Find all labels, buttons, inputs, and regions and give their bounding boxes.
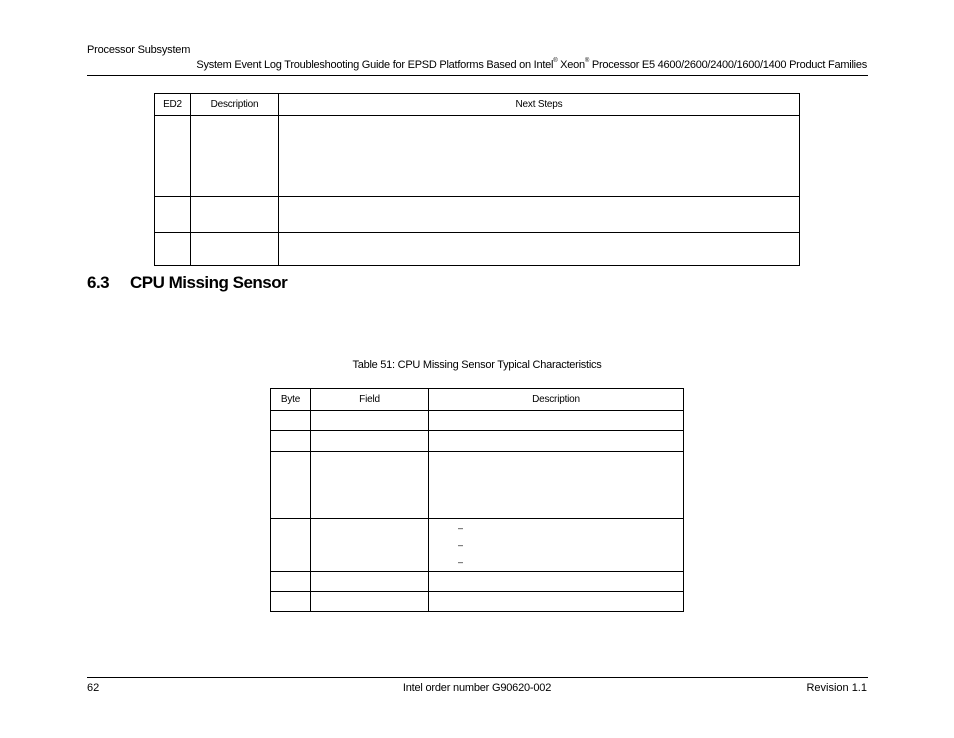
column-header-description: Description — [191, 94, 279, 116]
table-cell — [311, 572, 429, 592]
table-row — [271, 592, 684, 612]
table-cell — [429, 592, 684, 612]
column-header-ed2: ED2 — [155, 94, 191, 116]
table-cell — [155, 233, 191, 266]
table-cell — [429, 452, 684, 519]
table-header-row — [155, 94, 800, 116]
table-cell — [279, 233, 800, 266]
table-cell — [191, 233, 279, 266]
table-cell — [311, 411, 429, 431]
table-row — [155, 233, 800, 266]
table-row — [271, 411, 684, 431]
list-dash: – — [458, 556, 463, 567]
column-header-description: Description — [429, 389, 684, 411]
table-cell — [279, 197, 800, 233]
table-cell — [279, 116, 800, 197]
column-header-field: Field — [311, 389, 429, 411]
table-cell — [271, 411, 311, 431]
section-title: CPU Missing Sensor — [130, 273, 288, 292]
table-cell — [311, 592, 429, 612]
table-row — [271, 519, 684, 572]
revision-label: Revision 1.1 — [806, 682, 867, 694]
table-cell — [311, 452, 429, 519]
cpu-missing-sensor-table — [270, 388, 684, 612]
table-cell — [429, 519, 684, 572]
list-dash: – — [458, 522, 463, 533]
registered-mark: ® — [584, 58, 590, 64]
table-caption: Table 51: CPU Missing Sensor Typical Characteristics — [352, 359, 602, 371]
table-header-row — [271, 389, 684, 411]
section-heading — [87, 273, 287, 293]
table-cell — [311, 431, 429, 452]
page-number: 62 — [87, 682, 100, 694]
table-row — [271, 452, 684, 519]
table-cell — [271, 592, 311, 612]
doc-title-part3: Processor E5 4600/2600/2400/1600/1400 Product Families — [589, 59, 867, 71]
table-cell — [271, 519, 311, 572]
table-cell — [429, 411, 684, 431]
table-cell — [155, 116, 191, 197]
order-number: Intel order number G90620-002 — [402, 682, 552, 694]
footer-divider — [87, 677, 868, 678]
registered-mark: ® — [553, 58, 558, 64]
table-row — [155, 197, 800, 233]
table-cell — [191, 197, 279, 233]
table-cell — [271, 452, 311, 519]
table-cell — [191, 116, 279, 197]
header-divider — [87, 75, 868, 76]
next-steps-table — [154, 93, 800, 266]
table-cell — [429, 431, 684, 452]
running-header-doc-title — [196, 59, 867, 71]
column-header-next-steps: Next Steps — [279, 94, 800, 116]
table-row — [271, 431, 684, 452]
table-cell — [271, 572, 311, 592]
running-header-section: Processor Subsystem — [87, 44, 191, 56]
table-cell — [429, 572, 684, 592]
table-cell — [271, 431, 311, 452]
table-row — [155, 116, 800, 197]
section-number: 6.3 — [87, 273, 110, 292]
list-dash: – — [458, 539, 463, 550]
column-header-byte: Byte — [271, 389, 311, 411]
doc-title-part1: System Event Log Troubleshooting Guide for EPSD Platforms Based on Intel — [196, 59, 554, 71]
table-row — [271, 572, 684, 592]
table-cell — [155, 197, 191, 233]
doc-title-part2: Xeon — [557, 59, 585, 71]
table-cell — [311, 519, 429, 572]
